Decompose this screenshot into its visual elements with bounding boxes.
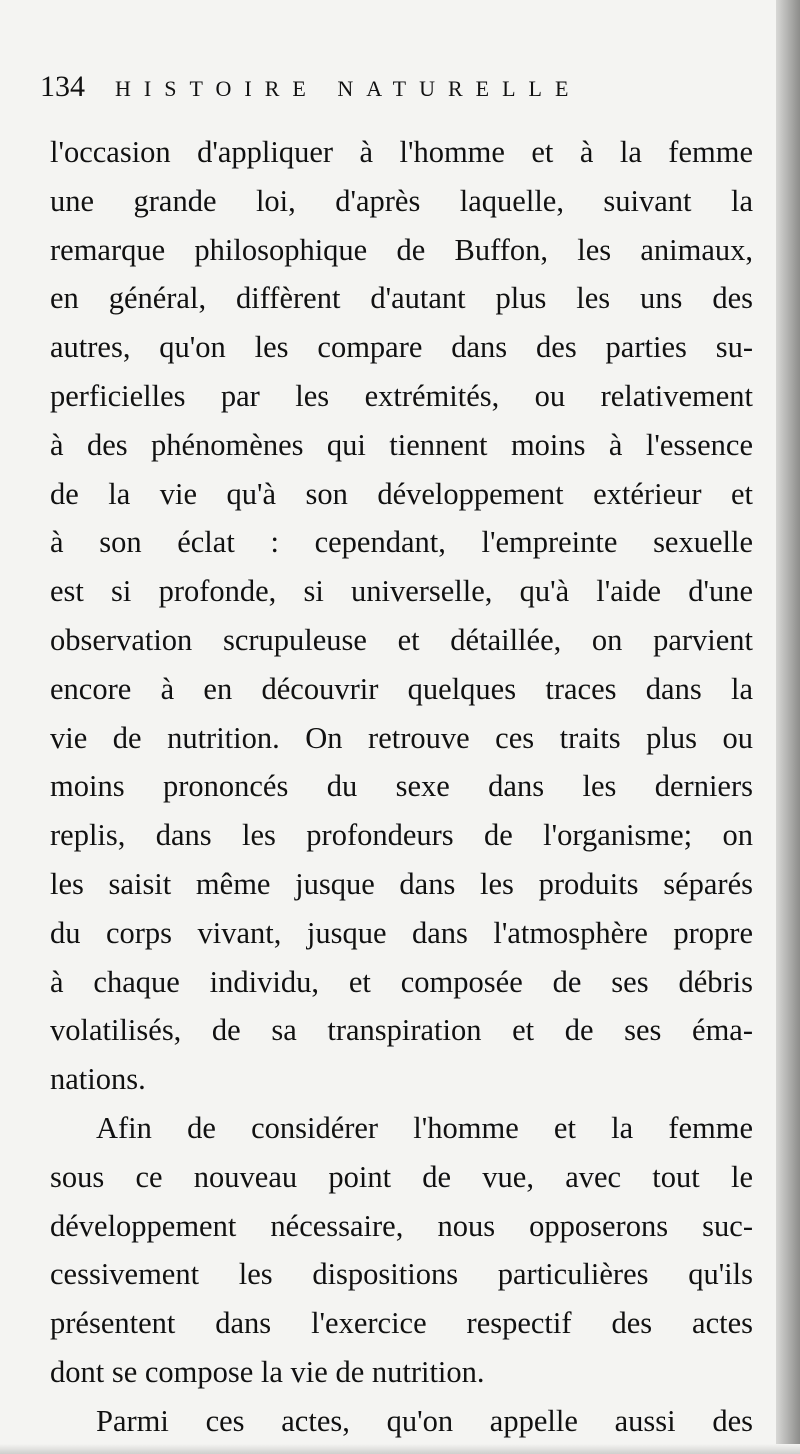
text-line: est si profonde, si universelle, qu'à l'aide d'une bbox=[50, 574, 753, 609]
page-body bbox=[50, 128, 753, 1446]
text-line: à son éclat : cependant, l'empreinte sexuelle bbox=[50, 525, 753, 560]
text-line: Afin de considérer l'homme et la femme bbox=[96, 1110, 753, 1145]
text-line: développement nécessaire, nous opposerons suc- bbox=[50, 1208, 753, 1243]
page-number: 134 bbox=[40, 70, 85, 103]
page-header bbox=[40, 70, 760, 110]
text-line: les saisit même jusque dans les produits séparés bbox=[50, 866, 753, 901]
text-line: encore à en découvrir quelques traces dans la bbox=[50, 671, 753, 706]
text-line: à des phénomènes qui tiennent moins à l'essence bbox=[50, 427, 753, 462]
text-line: du corps vivant, jusque dans l'atmosphère propre bbox=[50, 915, 753, 950]
text-line: une grande loi, d'après laquelle, suivant la bbox=[50, 183, 753, 218]
text-line: Parmi ces actes, qu'on appelle aussi des bbox=[96, 1403, 753, 1438]
text-line: à chaque individu, et composée de ses débris bbox=[50, 964, 753, 999]
text-line: autres, qu'on les compare dans des parties su- bbox=[50, 330, 753, 365]
text-line: vie de nutrition. On retrouve ces traits plus ou bbox=[50, 720, 753, 755]
text-line: replis, dans les profondeurs de l'organisme; on bbox=[50, 818, 753, 853]
text-line: présentent dans l'exercice respectif des actes bbox=[50, 1306, 753, 1341]
text-line: sous ce nouveau point de vue, avec tout le bbox=[50, 1159, 753, 1194]
text-line: dont se compose la vie de nutrition. bbox=[50, 1354, 485, 1389]
running-title: HISTOIRE NATURELLE bbox=[115, 76, 582, 101]
text-line: de la vie qu'à son développement extérieur et bbox=[50, 476, 753, 511]
text-line: nations. bbox=[50, 1062, 146, 1097]
text-line: moins prononcés du sexe dans les derniers bbox=[50, 769, 753, 804]
text-line: cessivement les dispositions particulières qu'ils bbox=[50, 1257, 753, 1292]
text-line: volatilisés, de sa transpiration et de ses éma- bbox=[50, 1013, 753, 1048]
page-bottom-edge bbox=[0, 1444, 800, 1454]
text-line: perficielles par les extrémités, ou relativement bbox=[50, 378, 753, 413]
text-line: remarque philosophique de Buffon, les animaux, bbox=[50, 232, 753, 267]
page-edge-shadow bbox=[776, 0, 800, 1454]
text-line: l'occasion d'appliquer à l'homme et à la femme bbox=[50, 135, 753, 169]
text-line: observation scrupuleuse et détaillée, on parvient bbox=[50, 622, 753, 657]
text-line: en général, diffèrent d'autant plus les uns des bbox=[50, 281, 753, 316]
